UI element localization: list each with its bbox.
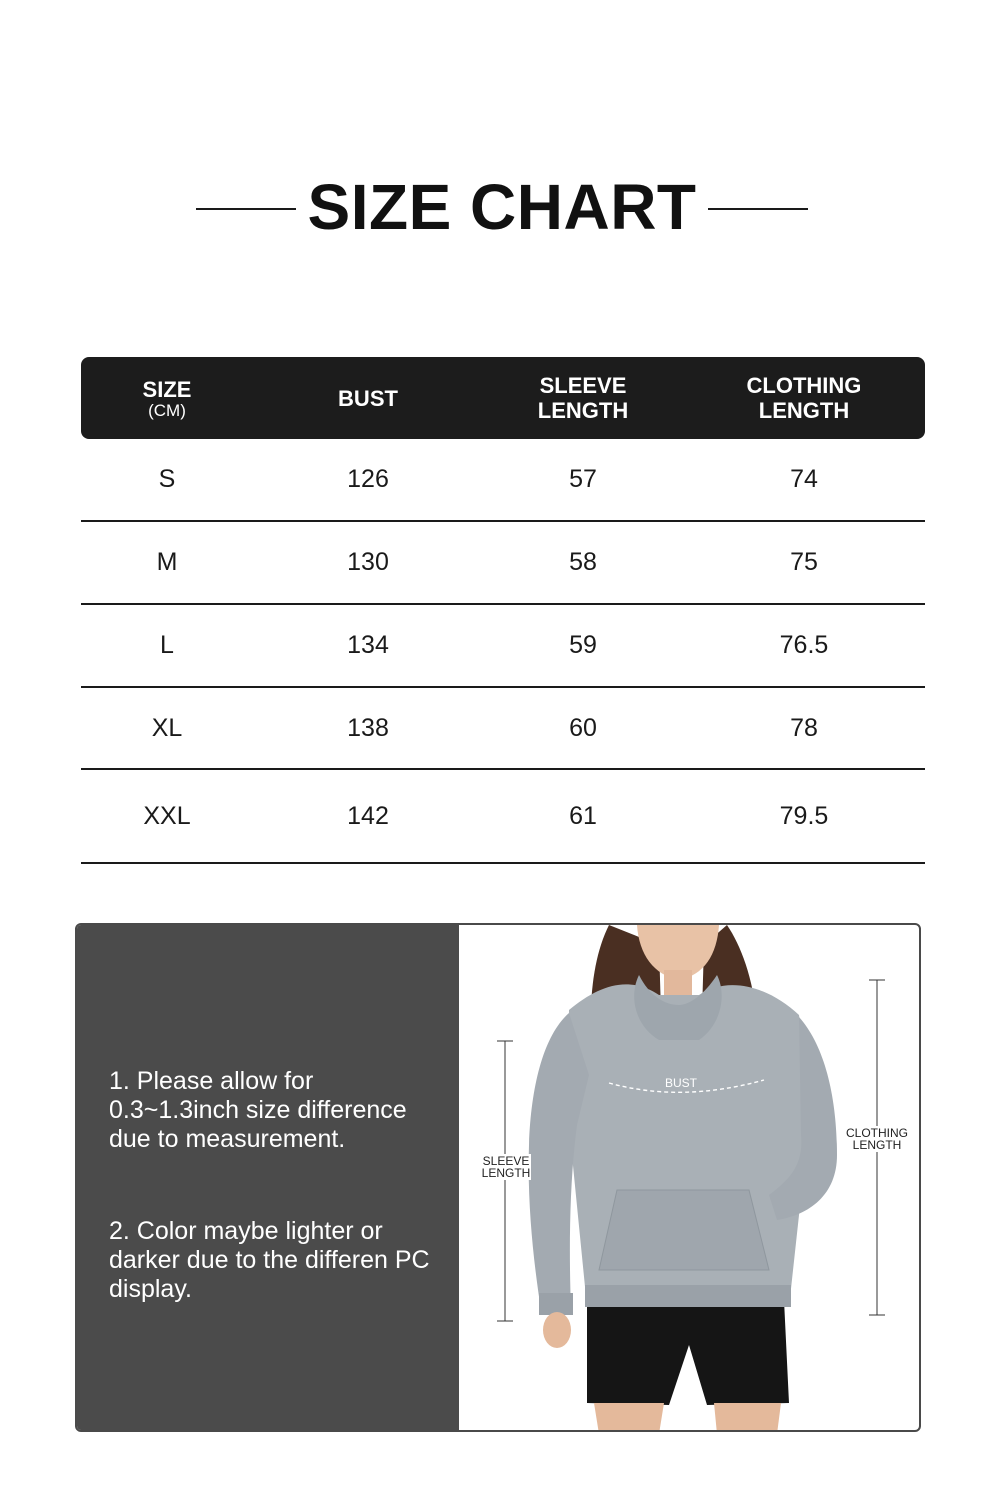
header-size-unit: (CM) xyxy=(148,400,186,420)
table-header xyxy=(81,357,925,439)
sleeve-label-line2: LENGTH xyxy=(481,1166,531,1180)
sleeve-label-line1: SLEEVE xyxy=(482,1154,530,1168)
cell-size: L xyxy=(160,631,174,659)
cell-size: XXL xyxy=(143,801,191,830)
header-bust: BUST xyxy=(338,385,398,411)
shorts-shape xyxy=(587,1300,789,1405)
header-sleeve-length xyxy=(483,373,683,423)
title-row xyxy=(0,170,1000,250)
table-row xyxy=(81,770,925,864)
cell-sleeve: 58 xyxy=(569,548,597,576)
title-divider-right xyxy=(708,208,808,210)
header-size-label: SIZE xyxy=(142,376,192,402)
header-size xyxy=(81,377,253,420)
note-measurement: 1. Please allow for 0.3~1.3inch size difference due to measurement. xyxy=(109,1067,407,1153)
cell-clothing: 74 xyxy=(790,465,818,493)
header-sleeve-line1: SLEEVE xyxy=(539,373,627,398)
table-row xyxy=(81,522,925,605)
cell-size: M xyxy=(156,548,178,576)
size-table xyxy=(81,357,925,864)
cell-clothing: 76.5 xyxy=(779,631,829,659)
cell-bust: 142 xyxy=(347,801,389,830)
clothing-length-label xyxy=(844,1126,910,1152)
cell-sleeve: 57 xyxy=(569,465,597,493)
header-clothing-line2: LENGTH xyxy=(758,398,850,423)
cell-bust: 130 xyxy=(347,548,389,576)
legs-shape xyxy=(594,1403,664,1432)
page-title: SIZE CHART xyxy=(307,171,697,243)
clothing-label-line1: CLOTHING xyxy=(845,1126,908,1140)
info-panel xyxy=(75,923,921,1432)
cell-bust: 126 xyxy=(347,465,389,493)
cell-bust: 138 xyxy=(347,713,389,742)
sleeve-length-label xyxy=(481,1154,531,1180)
header-clothing-length xyxy=(683,373,925,423)
cell-clothing: 75 xyxy=(790,548,818,576)
header-clothing-line1: CLOTHING xyxy=(746,373,862,398)
header-sleeve-line2: LENGTH xyxy=(537,398,629,423)
cell-sleeve: 59 xyxy=(569,631,597,659)
hand-shape xyxy=(543,1312,571,1348)
cell-clothing: 79.5 xyxy=(779,801,829,830)
table-row xyxy=(81,605,925,688)
cell-clothing: 78 xyxy=(790,713,818,742)
note-color: 2. Color maybe lighter or darker due to the differen PC display. xyxy=(109,1217,430,1303)
cell-bust: 134 xyxy=(347,631,389,659)
bust-label: BUST xyxy=(665,1076,698,1090)
model-figure xyxy=(459,925,921,1432)
legs-shape xyxy=(714,1403,781,1432)
cuff-band xyxy=(539,1293,573,1315)
hem-band xyxy=(585,1285,791,1307)
table-row xyxy=(81,439,925,522)
title-divider-left xyxy=(196,208,296,210)
cell-sleeve: 61 xyxy=(569,801,597,830)
cell-size: S xyxy=(158,465,176,493)
pocket-shape xyxy=(599,1190,769,1270)
table-row xyxy=(81,688,925,770)
clothing-label-line2: LENGTH xyxy=(852,1138,902,1152)
cell-sleeve: 60 xyxy=(569,713,597,742)
cell-size: XL xyxy=(151,713,183,742)
notes-panel xyxy=(77,925,459,1432)
